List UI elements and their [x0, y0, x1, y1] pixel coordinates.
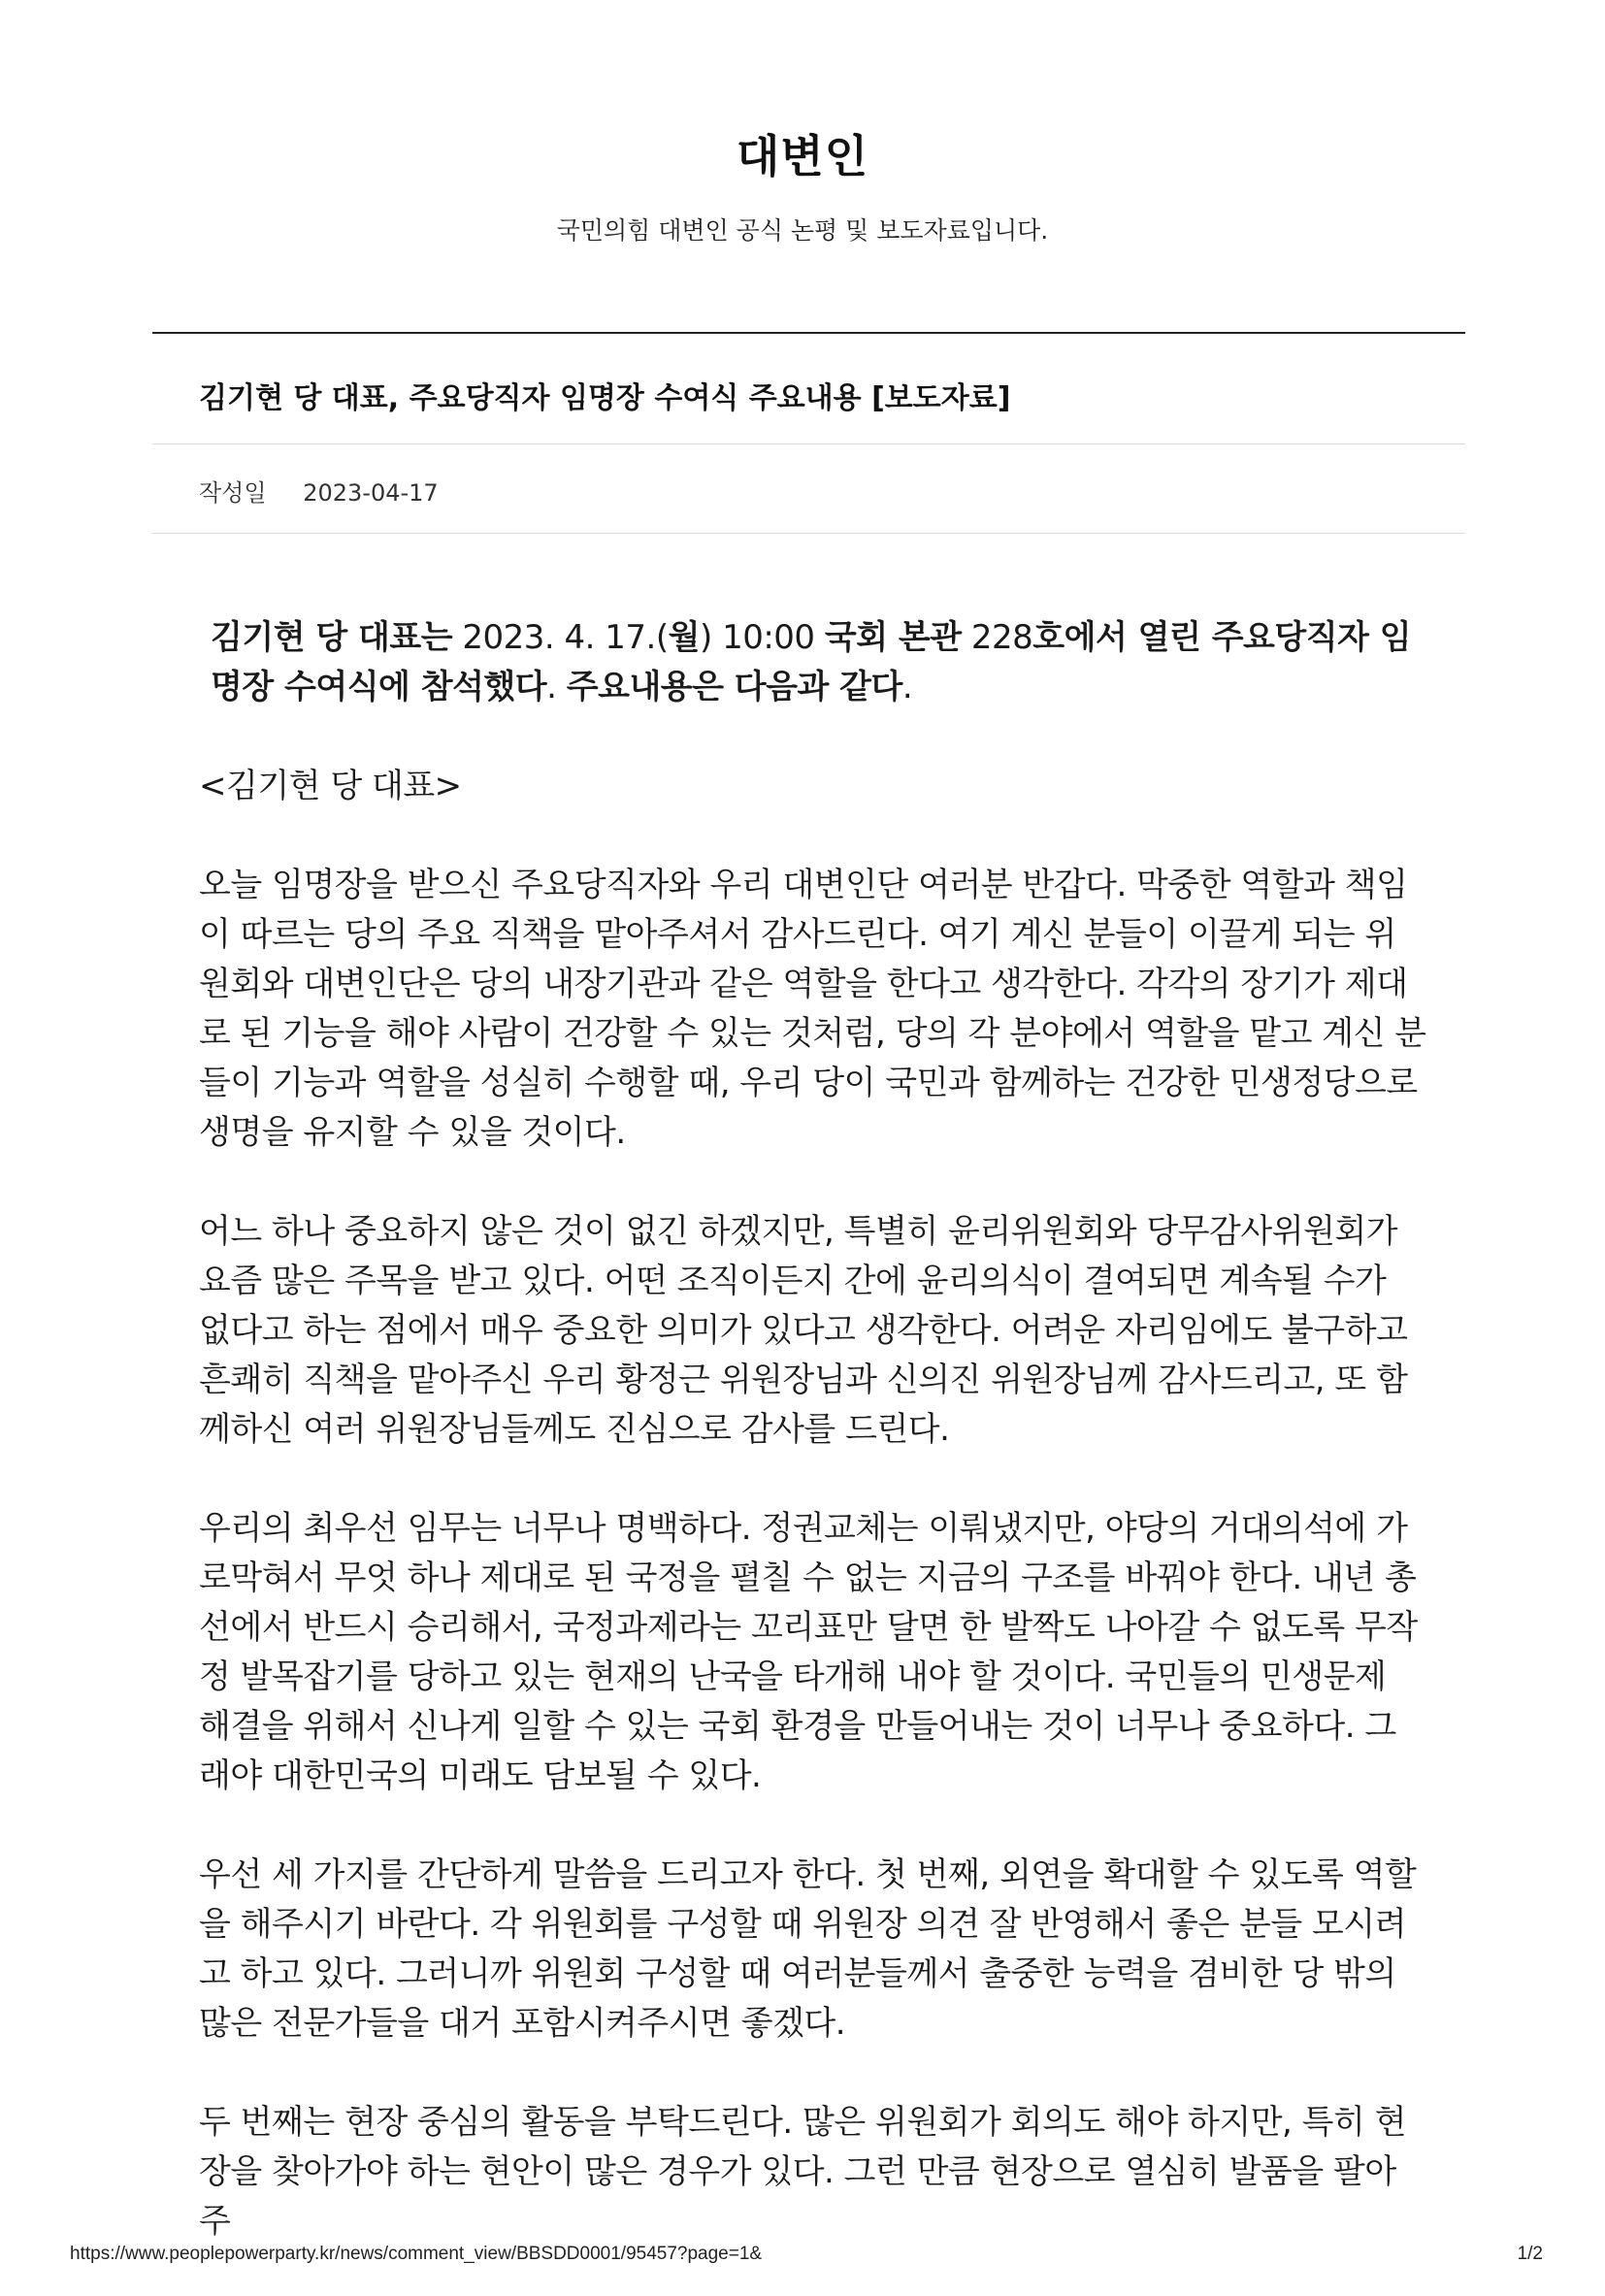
lead-end: . [901, 668, 913, 706]
article-body [199, 613, 1426, 2296]
header-divider [152, 332, 1465, 334]
body-paragraph: 우리의 최우선 임무는 너무나 명백하다. 정권교체는 이뤄냈지만, 야당의 거대의석에 가로막혀서 무엇 하나 제대로 된 국정을 펼칠 수 없는 지금의 구조를 바꿔야 한다. 내년 총선에서 반드시 승리해서, 국정과제라는 꼬리표만 달면 한 발짝도 나아갈 수 없도록 무작정 발목잡기를 당하고 있는 현재의 난국을 타개해 내야 할 것이다. 국민들의 민생문제 해결을 위해서 신나게 일할 수 있는 국회 환경을 만들어내는 것이 너무나 중요하다. 그래야 대한민국의 미래도 담보될 수 있다. [199, 1509, 1418, 1795]
speaker-heading: <김기현 당 대표> [199, 767, 462, 805]
lead-sep: . [546, 668, 567, 706]
lead-time: ) 10:00 [700, 618, 825, 657]
lead-date: 2023. 4. 17.( [452, 618, 669, 657]
body-paragraph: 어느 하나 중요하지 않은 것이 없긴 하겠지만, 특별히 윤리위원회와 당무감사위원회가 요즘 많은 주목을 받고 있다. 어떤 조직이든지 간에 윤리의식이 결여되면 계속될 수가 없다고 하는 점에서 매우 중요한 의미가 있다고 생각한다. 어려운 자리임에도 불구하고 흔쾌히 직책을 맡아주신 우리 황정근 위원장님과 신의진 위원장님께 감사드리고, 또 함께하신 여러 위원장님들께도 진심으로 감사를 드린다. [199, 1212, 1408, 1449]
page-subtitle: 국민의힘 대변인 공식 논평 및 보도자료입니다. [556, 216, 1049, 245]
lead-event: 호에서 열린 주요당직자 임명장 수여식에 참석했다 [211, 618, 1412, 706]
lead-intro: 주요내용은 다음과 같다 [566, 668, 902, 706]
title-divider [152, 443, 1465, 444]
article-title: 김기현 당 대표, 주요당직자 임명장 수여식 주요내용 [보도자료] [199, 381, 1011, 415]
article-meta [199, 474, 439, 508]
lead-place: 국회 본관 [824, 618, 962, 657]
footer-url: https://www.peoplepowerparty.kr/news/comment_view/BBSDD0001/95457?page=1& [70, 2244, 763, 2264]
meta-divider [152, 533, 1465, 534]
date-label: 작성일 [199, 479, 267, 507]
body-paragraph: 오늘 임명장을 받으신 주요당직자와 우리 대변인단 여러분 반갑다. 막중한 역할과 책임이 따르는 당의 주요 직책을 맡아주셔서 감사드린다. 여기 계신 분들이 이끌게 되는 위원회와 대변인단은 당의 내장기관과 같은 역할을 한다고 생각한다. 각각의 장기가 제대로 된 기능을 해야 사람이 건강할 수 있는 것처럼, 당의 각 분야에서 역할을 맡고 계신 분들이 기능과 역할을 성실히 수행할 때, 우리 당이 국민과 함께하는 건강한 민생정당으로 생명을 유지할 수 있을 것이다. [199, 866, 1426, 1152]
lead-room-number: 228 [961, 618, 1033, 657]
body-paragraph: 두 번째는 현장 중심의 활동을 부탁드린다. 많은 위원회가 회의도 해야 하지만, 특히 현장을 찾아가야 하는 현안이 많은 경우가 있다. 그런 만큼 현장으로 열심히 발품을 팔아주 [199, 2103, 1406, 2241]
body-paragraph: 우선 세 가지를 간단하게 말씀을 드리고자 한다. 첫 번째, 외연을 확대할 수 있도록 역할을 해주시기 바란다. 각 위원회를 구성할 때 위원장 의견 잘 반영해서 좋은 분들 모시려고 하고 있다. 그러니까 위원회 구성할 때 여러분들께서 출중한 능력을 겸비한 당 밖의 많은 전문가들을 대거 포함시켜주시면 좋겠다. [199, 1855, 1417, 2043]
lead-paragraph [199, 613, 1426, 712]
lead-subject: 김기현 당 대표는 [211, 618, 453, 657]
date-value: 2023-04-17 [303, 479, 439, 507]
page-title: 대변인 [736, 130, 869, 182]
lead-weekday: 월 [668, 618, 700, 657]
page-number: 1/2 [1517, 2244, 1543, 2264]
